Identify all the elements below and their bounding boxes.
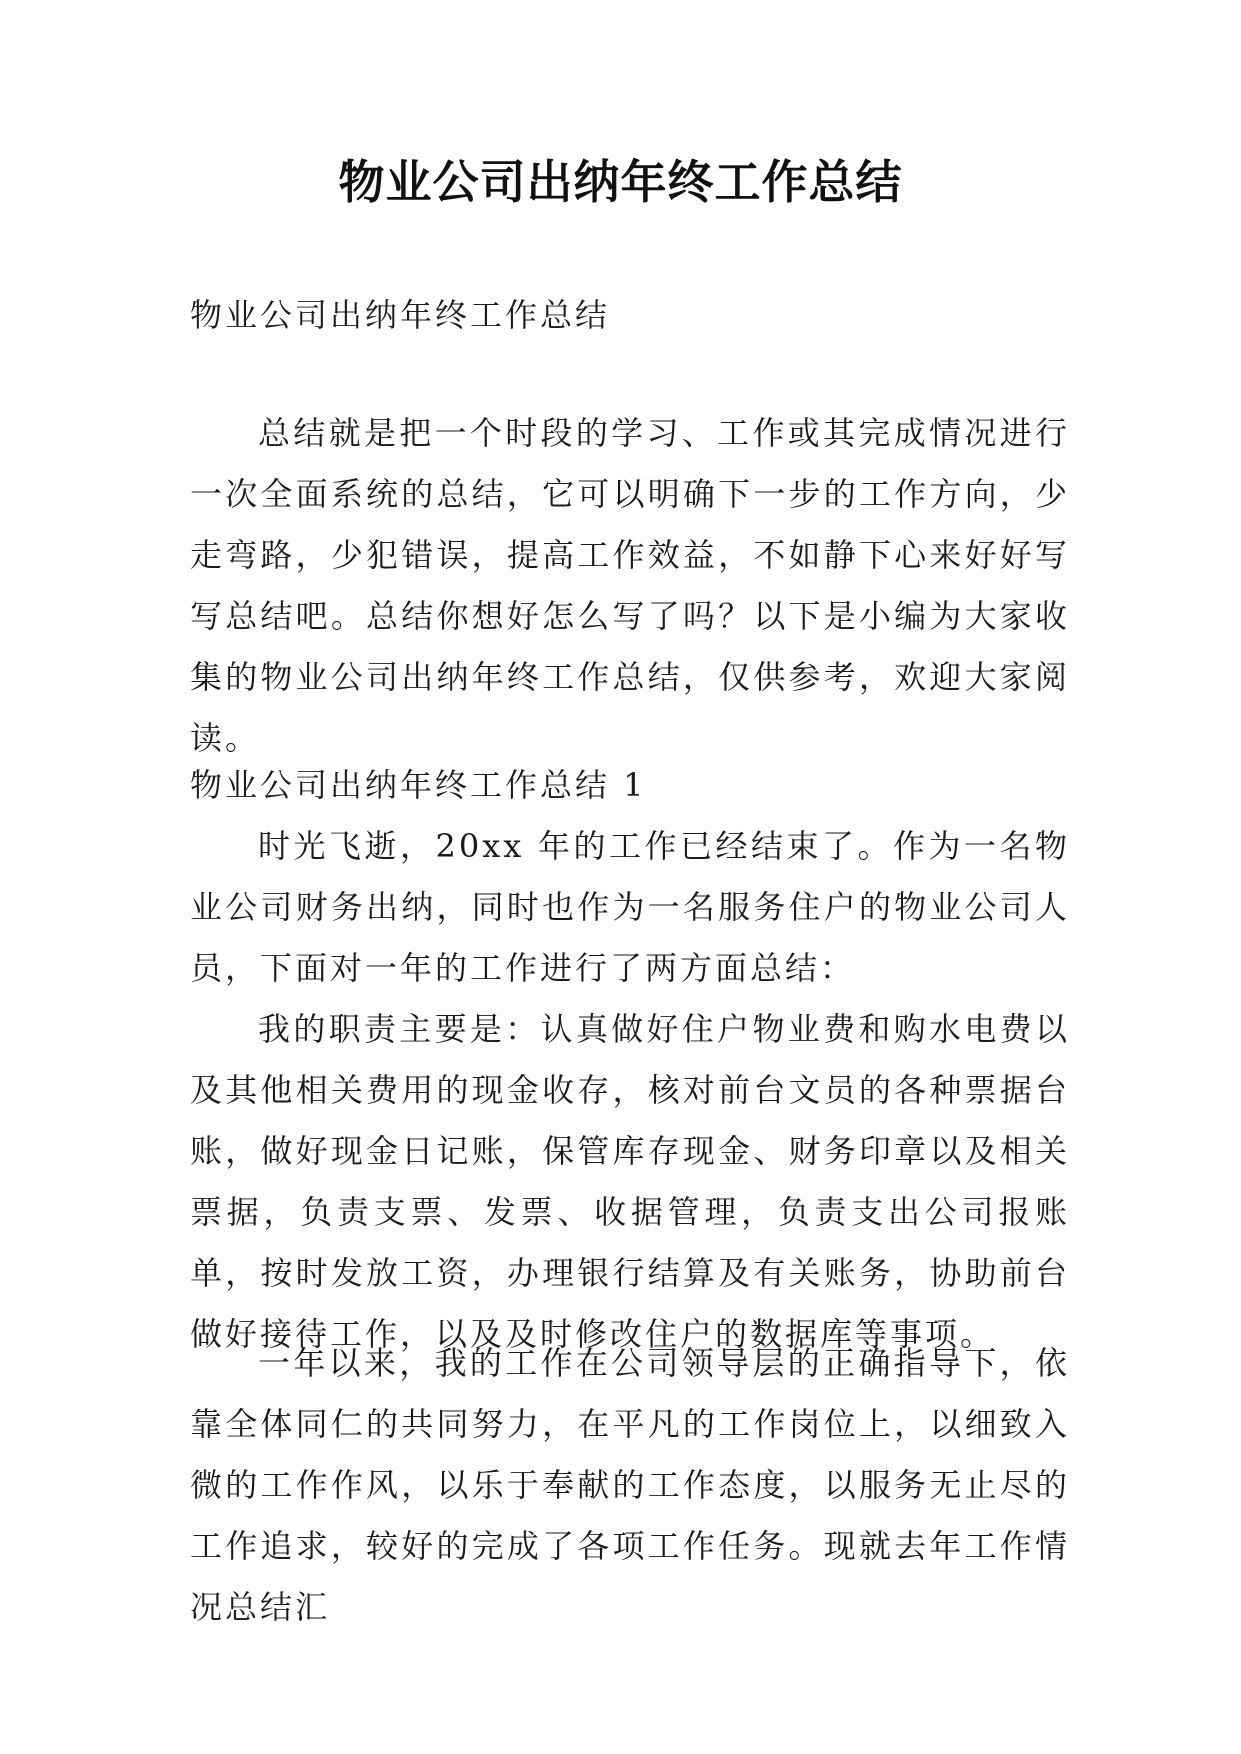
document-title: 物业公司出纳年终工作总结 [338, 155, 903, 209]
body-paragraph: 一年以来，我的工作在公司领导层的正确指导下，依靠全体同仁的共同努力，在平凡的工作岗位上，以细致入微的工作作风，以乐于奉献的工作态度，以服务无止尽的工作追求，较好的完成了各项工作任务。现就去年工作情况总结汇 [190, 1344, 1070, 1626]
intro-paragraph: 总结就是把一个时段的学习、工作或其完成情况进行一次全面系统的总结，它可以明确下一步的工作方向，少走弯路，少犯错误，提高工作效益，不如静下心来好好写写总结吧。总结你想好怎么写了吗？以下是小编为大家收集的物业公司出纳年终工作总结，仅供参考，欢迎大家阅读。 [190, 414, 1070, 757]
document-subtitle: 物业公司出纳年终工作总结 [190, 296, 611, 334]
body-paragraph: 我的职责主要是：认真做好住户物业费和购水电费以及其他相关费用的现金收存，核对前台文员的各种票据台账，做好现金日记账，保管库存现金、财务印章以及相关票据，负责支票、发票、收据管理，负责支出公司报账单，按时发放工资，办理银行结算及有关账务，协助前台做好接待工作，以及及时修改住户的数据库等事项。 [190, 1010, 1070, 1353]
body-paragraph: 时光飞逝，20xx 年的工作已经结束了。作为一名物业公司财务出纳，同时也作为一名服务住户的物业公司人员，下面对一年的工作进行了两方面总结： [190, 827, 1070, 987]
section-heading: 物业公司出纳年终工作总结 1 [190, 766, 647, 804]
